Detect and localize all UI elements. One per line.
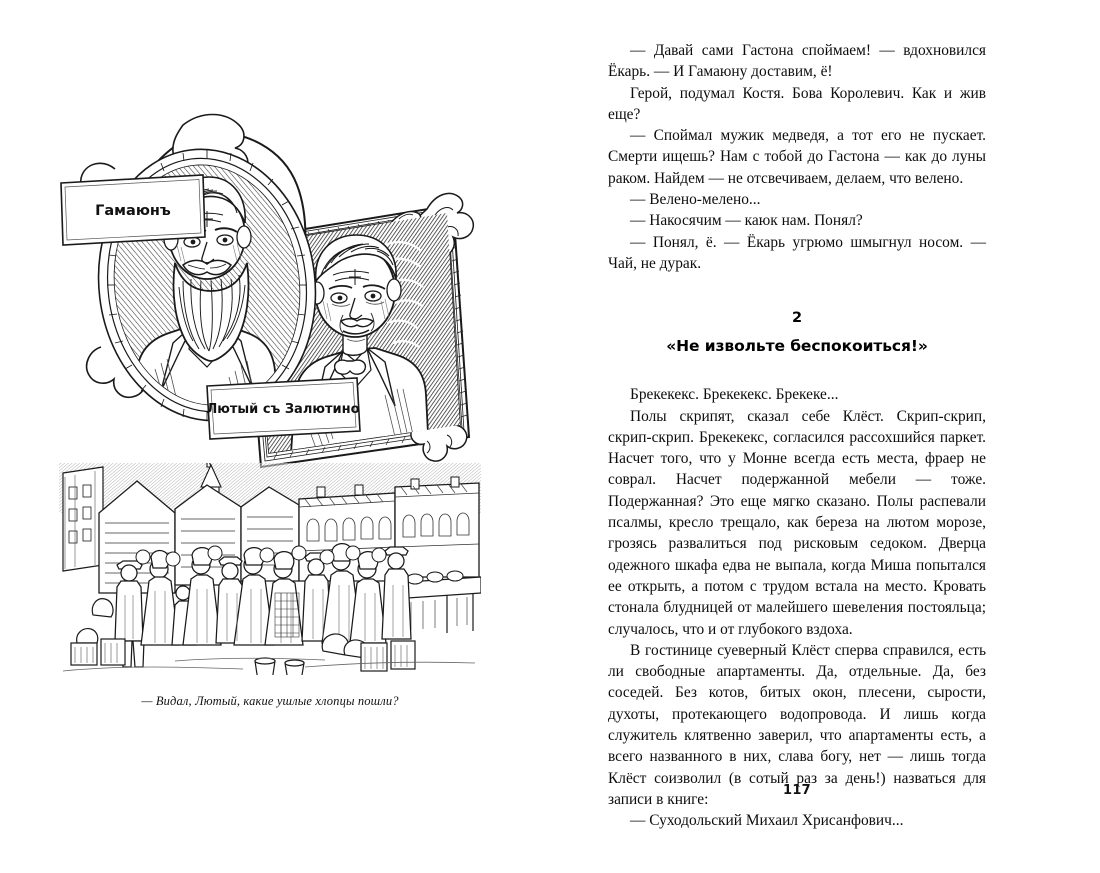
- illustration-artwork: [55, 95, 485, 695]
- placard-gamayun: [61, 175, 205, 245]
- paragraph-body-3: В гостинице суеверный Клёст сперва справился, есть ли свободные апартаменты. Да, отдельные. Да, без соседей. Без котов, битых окон, плесени, сырости, духоты, протекающего водопровода. И лишь когда служитель клятвенно заверил, что апартаменты есть, а всего названного в них, слава богу, нет — лишь тогда Клёст соизволил (в сотый раз за день!) назваться для записи в книге:: [608, 641, 986, 808]
- page-number: 117: [782, 783, 812, 798]
- paragraph-body-4: — Суходольский Михаил Хрисанфович...: [630, 812, 904, 830]
- market-crowd-scene: [59, 455, 481, 681]
- text-column: [608, 40, 986, 832]
- paragraph-dialogue-2: Герой, подумал Костя. Бова Королевич. Как и жив еще?: [608, 84, 986, 123]
- placard-lyutyi-text: Лютый съ Залютино: [206, 402, 360, 417]
- chapter-heading: [608, 308, 986, 356]
- paragraph-dialogue-1: — Давай сами Гастона споймаем! — вдохновился Ёкарь. — И Гамаюну доставим, ё!: [608, 42, 986, 81]
- right-page: [550, 0, 1100, 873]
- chapter-spacer-bottom: [608, 356, 986, 384]
- chapter-spacer-top: [608, 274, 986, 308]
- illustration-caption: — Видал, Лютый, какие ушлые хлопцы пошли?: [141, 694, 399, 708]
- illustration: [55, 95, 485, 695]
- paragraph-dialogue-6: — Понял, ё. — Ёкарь угрюмо шмыгнул носом. — Чай, не дурак.: [608, 233, 986, 272]
- paragraph-dialogue-3: — Споймал мужик медведя, а тот его не пускает. Смерти ищешь? Нам с тобой до Гастона — как до луны раком. Найдем — не отсвечиваем, делаем, что велено.: [608, 127, 986, 187]
- chapter-title: «Не извольте беспокоиться!»: [666, 337, 928, 356]
- chapter-number: 2: [791, 310, 803, 327]
- paragraph-body-2: Полы скрипят, сказал себе Клёст. Скрип-скрип, скрип-скрип. Брекекекс, согласился рассохшийся паркет. Насчет того, что у Монне всегда есть места, фраер не соврал. Насчет подержанной мебели — тоже. Подержанная? Это еще мягко сказано. Полы распевали псалмы, кресло трещало, как береза на лютом морозе, грозясь развалиться под рисковым седоком. Дверца одежного шкафа едва не выпала, когда Миша попытался ее открыть, а потом с трудом встала на место. Кровать стонала блудницей от малейшего шевеления постояльца; случалось, что и от глубокого вздоха.: [608, 407, 986, 638]
- placard-lyutyi: [206, 378, 360, 439]
- paragraph-dialogue-5: — Накосячим — каюк нам. Понял?: [630, 212, 863, 230]
- paragraph-body-1: Брекекекс. Брекекекс. Брекеке...: [630, 386, 839, 404]
- placard-gamayun-text: Гамаюнъ: [95, 203, 171, 219]
- paragraph-dialogue-4: — Велено-мелено...: [630, 191, 761, 209]
